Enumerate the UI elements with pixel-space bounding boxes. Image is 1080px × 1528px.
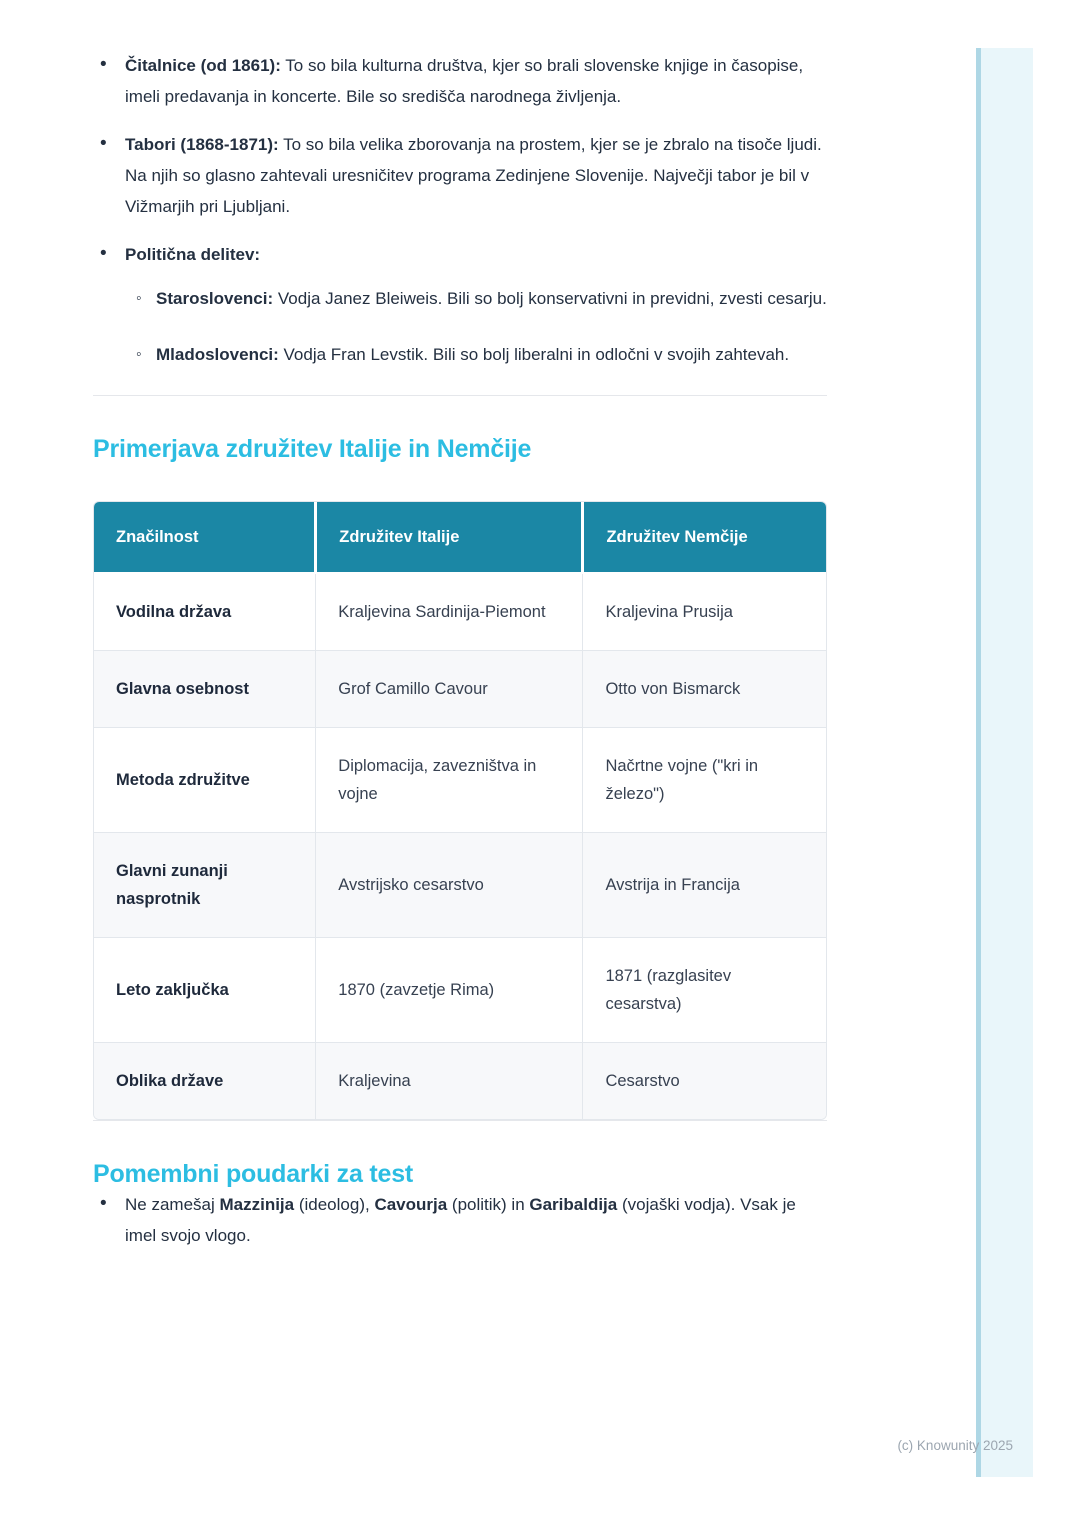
comparison-table-container xyxy=(93,501,827,1120)
table-row xyxy=(94,573,826,651)
list-item-text xyxy=(125,135,822,216)
bold-text: Politična delitev: xyxy=(125,245,261,264)
table-row xyxy=(94,651,826,728)
comparison-table xyxy=(94,502,826,1119)
value-cell: Otto von Bismarck xyxy=(583,651,826,728)
bold-text: Tabori (1868-1871): xyxy=(125,135,279,154)
row-label-cell: Oblika države xyxy=(94,1043,316,1120)
list-item-text xyxy=(125,1195,796,1245)
sub-bullet-list xyxy=(138,283,827,370)
value-cell: Avstrijsko cesarstvo xyxy=(316,833,583,938)
bold-text: Mladoslovenci: xyxy=(156,345,279,364)
section-divider xyxy=(93,1120,827,1121)
table-header-row xyxy=(94,502,826,573)
section-title-highlights: Pomembni poudarki za test xyxy=(93,1160,414,1188)
table-row xyxy=(94,938,826,1043)
value-cell: Diplomacija, zavezništva in vojne xyxy=(316,728,583,833)
row-label-cell: Glavni zunanji nasprotnik xyxy=(94,833,316,938)
value-cell: Kraljevina Prusija xyxy=(583,573,826,651)
highlights-bullet-list xyxy=(93,1189,827,1251)
table-header-cell: Združitev Italije xyxy=(316,502,583,573)
row-label-cell: Metoda združitve xyxy=(94,728,316,833)
text: (politik) in xyxy=(447,1195,530,1214)
bold-text: Čitalnice (od 1861): xyxy=(125,56,281,75)
sub-list-item xyxy=(138,283,827,314)
section-divider xyxy=(93,395,827,396)
text: Vodja Janez Bleiweis. Bili so bolj konservativni in previdni, zvesti cesarju. xyxy=(273,289,827,308)
intro-bullet-list xyxy=(93,50,827,370)
dot-bullet-icon: • xyxy=(100,133,107,154)
dot-bullet-icon: • xyxy=(100,54,107,75)
bold-text: Cavourja xyxy=(374,1195,448,1214)
list-item xyxy=(93,50,827,112)
table-header-cell: Značilnost xyxy=(94,502,316,573)
table-row xyxy=(94,728,826,833)
list-item-text xyxy=(156,345,789,364)
document-content xyxy=(93,0,827,1251)
row-label-cell: Glavna osebnost xyxy=(94,651,316,728)
dot-bullet-icon: • xyxy=(100,1193,107,1214)
list-item-text xyxy=(156,289,827,308)
value-cell: Načrtne vojne ("kri in železo") xyxy=(583,728,826,833)
list-item xyxy=(93,239,827,370)
list-item-text xyxy=(125,245,260,264)
value-cell: Grof Camillo Cavour xyxy=(316,651,583,728)
watermark: (c) Knowunity 2025 xyxy=(897,1438,1013,1453)
table-header-cell: Združitev Nemčije xyxy=(583,502,826,573)
value-cell: Kraljevina xyxy=(316,1043,583,1120)
sub-list-item xyxy=(138,339,827,370)
row-label-cell: Leto zaključka xyxy=(94,938,316,1043)
value-cell: Cesarstvo xyxy=(583,1043,826,1120)
list-item xyxy=(93,129,827,222)
row-label-cell: Vodilna država xyxy=(116,603,232,621)
circle-bullet-icon: ◦ xyxy=(136,346,142,363)
text: (ideolog), xyxy=(294,1195,375,1214)
bold-text: Garibaldija xyxy=(529,1195,618,1214)
circle-bullet-icon: ◦ xyxy=(136,290,142,307)
value-cell: 1871 (razglasitev cesarstva) xyxy=(583,938,826,1043)
value-cell: Avstrija in Francija xyxy=(583,833,826,938)
text: (vojaški vodja). Vsak je imel svojo vlogo. xyxy=(125,1195,796,1245)
table-row xyxy=(94,833,826,938)
list-item xyxy=(93,1189,827,1251)
bold-text: Staroslovenci: xyxy=(156,289,274,308)
bold-text: Mazzinija xyxy=(219,1195,295,1214)
table-body xyxy=(94,573,826,1119)
text: Vodja Fran Levstik. Bili so bolj liberalni in odločni v svojih zahtevah. xyxy=(278,345,790,364)
list-item-text xyxy=(125,56,803,106)
page-edge-stripe xyxy=(976,48,1033,1477)
dot-bullet-icon: • xyxy=(100,243,107,264)
value-cell: Kraljevina Sardinija-Piemont xyxy=(316,573,583,651)
table-row xyxy=(94,1043,826,1120)
section-title-comparison: Primerjava združitev Italije in Nemčije xyxy=(93,435,532,463)
text: To so bila kulturna društva, kjer so brali slovenske knjige in časopise, imeli predavanja in koncerte. Bile so središča narodnega življenja. xyxy=(125,56,804,106)
text: Ne zamešaj xyxy=(125,1195,220,1214)
value-cell: 1870 (zavzetje Rima) xyxy=(316,938,583,1043)
text: To so bila velika zborovanja na prostem, kjer se je zbralo na tisoče ljudi. Na njih so glasno zahtevali uresničitev programa Zedinjene Slovenije. Največji tabor je bil v Vižmarjih pri Ljubljani. xyxy=(125,135,822,216)
table-head xyxy=(94,502,826,573)
